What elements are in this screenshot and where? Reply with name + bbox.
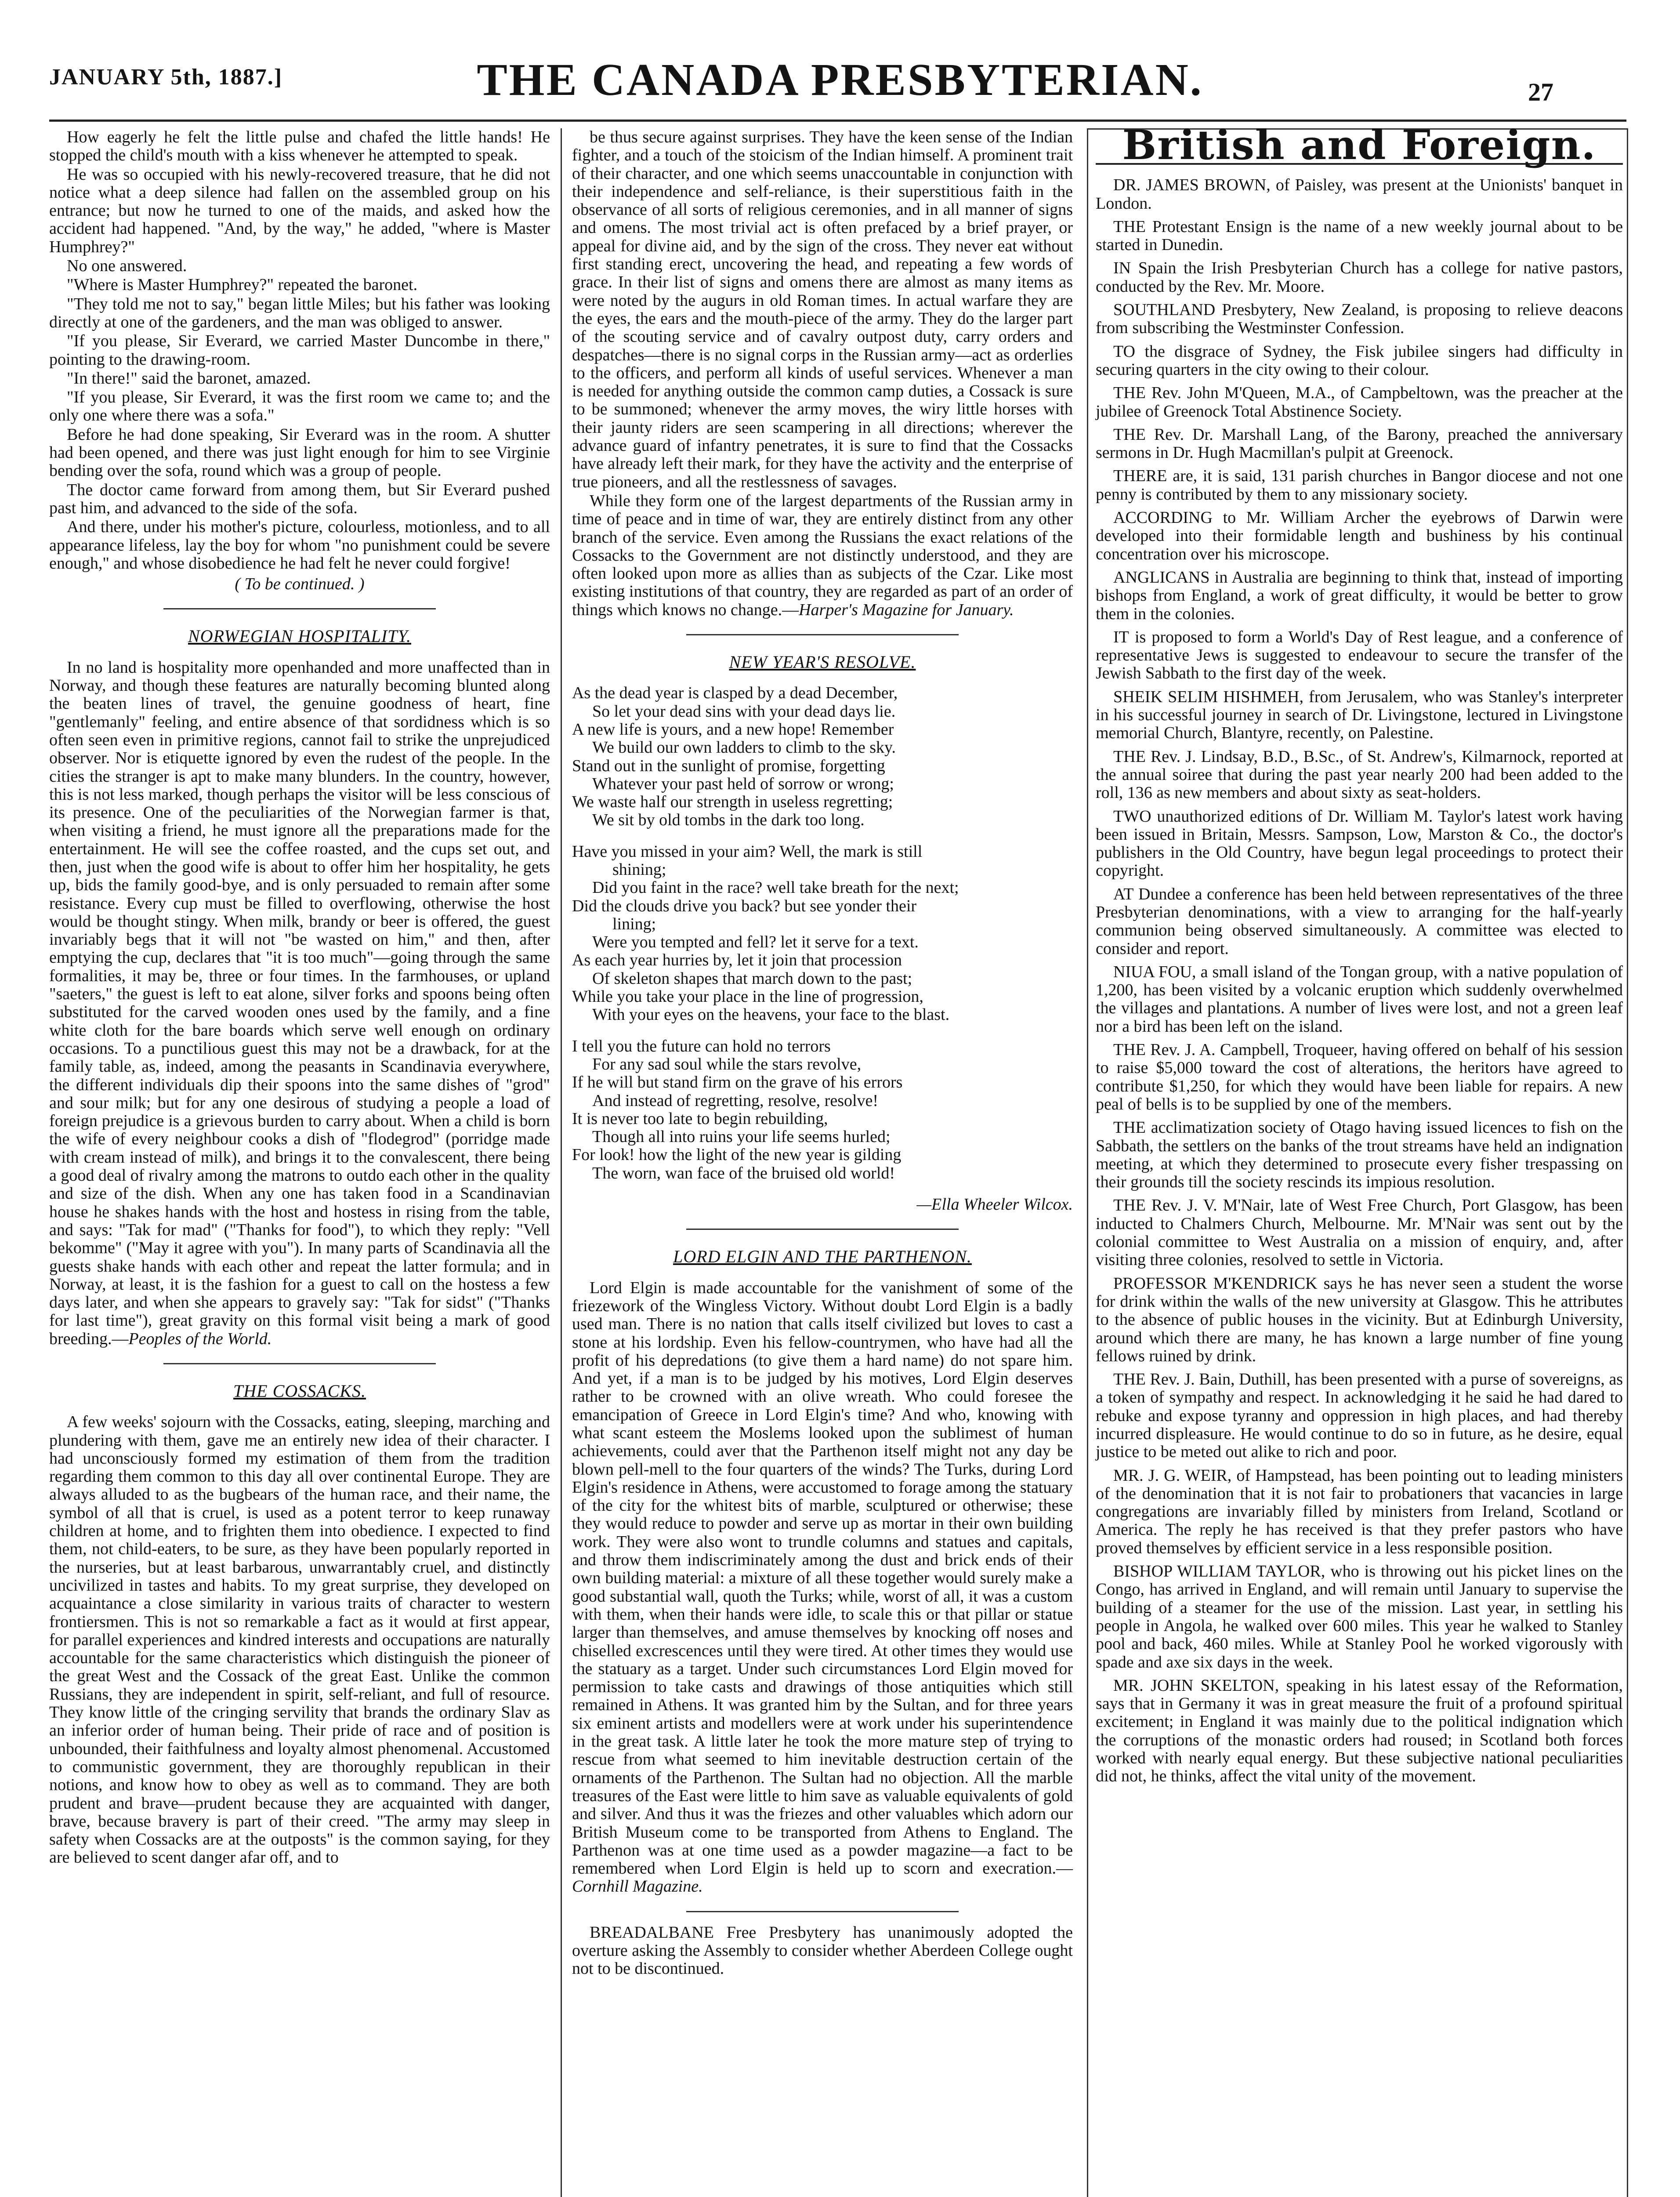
story-paragraph: "Where is Master Humphrey?" repeated the baronet.	[67, 276, 418, 294]
news-item	[1096, 1119, 1623, 1191]
poem-line: We build our own ladders to climb to the sky.	[592, 738, 896, 757]
news-item-lead: ACCORDING	[1113, 508, 1213, 527]
news-item-lead: PROFESSOR M'KENDRICK	[1113, 1274, 1318, 1293]
poem-line: If he will but stand firm on the grave of his errors	[572, 1073, 903, 1092]
news-item	[1096, 963, 1623, 1036]
news-item-lead: THE	[1113, 1118, 1146, 1137]
news-item	[1096, 1370, 1623, 1461]
poem-line: Were you tempted and fell? let it serve for a text.	[592, 933, 919, 952]
elgin-heading: LORD ELGIN AND THE PARTHENON.	[673, 1247, 972, 1267]
news-item-text: Rev. J. Bain, Duthill, has been presented with a purse of sovereigns, as a token of sympathy and respect. In acknowledging it he said he had dared to rebuke and expose tyranny and oppression in high places, and had thereby incurred displeasure. He would continue to do so in future, as he desire, equal justice to be meted out alike to rich and poor.	[1096, 1370, 1623, 1461]
story-paragraph: And there, under his mother's picture, colourless, motionless, and to all appearance lifeless, lay the boy for whom "no punishment could be severe enough," and whose disobedience he had felt he never could forgive!	[49, 518, 550, 573]
news-item	[1096, 628, 1623, 683]
section-rule	[686, 634, 959, 635]
news-item	[1096, 259, 1623, 296]
article-paragraph: While they form one of the largest departments of the Russian army in time of peace and in time of war, they are entirely distinct from any other branch of the service. Even among the Russians the exact relations of the Cossacks to the Government are not distinctly understood, and they are often looked upon more as allies than as subjects of the Czar. Like most existing institutions of that country, they are regarded as part of an order of things which knows no change.—Harper's Magazine for January.	[572, 491, 1073, 619]
resolve-heading: NEW YEAR'S RESOLVE.	[729, 652, 916, 672]
article-paragraph: A few weeks' sojourn with the Cossacks, eating, sleeping, marching and plundering with them, gave me an entirely new idea of their character. I had unconsciously formed my estimation of them from the tradition regarding them common to this day all over continental Europe. They are always alluded to as the bugbears of the human race, and their name, the symbol of all that is cruel, is used as a potent terror to keep runaway children at home, and to frighten them into obedience. I expected to find them, not child-eaters, to be sure, as they have been popularly reported in the nurseries, but at least barbarous, unwarrantably cruel, and distinctly uncivilized in tastes and habits. To my great surprise, they developed on acquaintance a close similarity in various traits of character to western frontiersmen. This is not so remarkable a fact as it would at first appear, for parallel experiences and kindred interests and occupations are naturally accountable for the same characteristics which distinguish the pioneer of the great West and the Cossack of the great East. Unlike the common Russians, they are independent in spirit, self-reliant, and full of resource. They know little of the cringing servility that brands the ordinary Slav as an inferior order of human being. Their pride of race and of position is unbounded, their faithfulness and loyalty almost phenomenal. Accustomed to communistic government, they are thoroughly republican in their notions, and know how to obey as well as to command. They are both prudent and brave—prudent because they are acquainted with danger, brave, because bravery is part of their creed. "The army may sleep in safety when Cossacks are at the outposts" is the common saying, for they are believed to scent danger afar off, and to	[49, 1413, 550, 1867]
news-item-lead: TWO	[1113, 807, 1151, 826]
news-item	[1096, 343, 1623, 379]
section-rule	[163, 1363, 436, 1364]
news-item-lead: THE	[1113, 217, 1146, 236]
news-item-text: of Hampstead, has been pointing out to leading ministers of the denomination that it is not fair to probationers that vacancies in large congregations are invariably filled by ministers from Ireland, Scotland or America. The reply he has received is that they prefer pastors who have proved themselves by efficient service in a less responsible position.	[1096, 1466, 1623, 1557]
page-number: 27	[1528, 78, 1553, 106]
poem-line: Stand out in the sunlight of promise, forgetting	[572, 756, 885, 775]
news-item-text: who is throwing out his picket lines on the Congo, has arrived in England, and will remain until January to supervise the building of a steamer for the use of the mission. Last year, in settling his people in Angola, he walked over 600 miles. This year he walked to Stanley pool and back, 460 miles. While at Stanley Pool he worked vigorously with spade and axe six days in the week.	[1096, 1562, 1623, 1671]
cossacks-article-continued	[572, 128, 1073, 619]
news-item-lead: MR. J. G. WEIR,	[1113, 1466, 1232, 1485]
poem-line: And instead of regretting, resolve, resolve!	[592, 1091, 879, 1110]
page-header	[0, 0, 1680, 119]
column-2	[572, 128, 1073, 2197]
story-paragraph: "They told me not to say," began little Miles; but his father was looking directly at one of the gardeners, and the man was obliged to answer.	[49, 294, 550, 331]
news-item-text: Rev. Dr. Marshall Lang, of the Barony, preached the anniversary sermons in Dr. Hugh Macmillan's pulpit at Greenock.	[1096, 425, 1623, 462]
news-item	[1096, 808, 1623, 880]
poem-line: As each year hurries by, let it join that procession	[572, 951, 902, 970]
poem-line: Though all into ruins your life seems hurled;	[592, 1128, 891, 1146]
poem-line: I tell you the future can hold no terrors	[572, 1037, 831, 1055]
news-item-lead: IN	[1113, 259, 1131, 278]
news-item-text: the disgrace of Sydney, the Fisk jubilee singers had difficulty in securing quarters in the city owing to their colour.	[1096, 342, 1623, 379]
breadalbane-note: BREADALBANE Free Presbytery has unanimously adopted the overture asking the Assembly to consider whether Aberdeen College ought not to be discontinued.	[572, 1923, 1073, 1978]
story-paragraph: "If you please, Sir Everard, it was the first room we came to; and the only one where there was a sofa."	[49, 388, 550, 425]
news-item-text: to Mr. William Archer the eyebrows of Darwin were developed into their formidable length and bushiness by his continual concentration over his microscope.	[1096, 508, 1623, 563]
poem-line: Have you missed in your aim? Well, the mark is still	[572, 842, 923, 861]
news-item	[1096, 467, 1623, 504]
poem-line: lining;	[612, 914, 656, 933]
article-paragraph: be thus secure against surprises. They have the keen sense of the Indian fighter, and a touch of the stoicism of the Indian himself. A prominent trait of their character, and one which seems unaccountable in conjunction with their independence and self-reliance, is their superstitious faith in the observance of all sorts of religious ceremonies, and in all manner of signs and omens. The most trivial act is often prefaced by a brief prayer, or appeal for divine aid, and by the sign of the cross. They never eat without first standing erect, uncovering the head, and repeating a few words of grace. In their list of signs and omens there are almost as many items as were noted by the augurs in old Roman times. In actual warfare they are the eyes, the ears and the mouth-piece of the army. They do the larger part of the scouting service and of cavalry outpost duty, carry orders and despatches—there is no signal corps in the Russian army—act as orderlies to the officers, and perform all kinds of useful services. Whenever a man is needed for anything outside the common camp duties, a Cossack is sure to be summoned; whenever the army moves, the wiry little horses with their jaunty riders are seen scampering in all directions; wherever the advance guard of infantry penetrates, it is sure to find that the Cossacks have already left their mark, for they have the activity and the enterprise of true pioneers, and all the restlessness of savages.	[572, 128, 1073, 491]
news-item-text: a small island of the Tongan group, with a native population of 1,200, has been visited by a volcanic eruption which suddenly overwhelmed the villages and plantations. A number of lives were lost, and not a green leaf nor a bird has been left on the island.	[1096, 962, 1623, 1036]
to-be-continued: ( To be continued. )	[235, 575, 365, 594]
british-foreign-heading: British and Foreign.	[1122, 121, 1597, 169]
cossacks-heading: THE COSSACKS.	[233, 1381, 366, 1401]
article-paragraph: Lord Elgin is made accountable for the vanishment of some of the friezework of the Wingless Victory. Without doubt Lord Elgin is a badly used man. There is no nation that calls itself civilized but loves to cast a stone at his lordship. Even his fellow-countrymen, who have had all the profit of his depredations (to give them a hard name) do not spare him. And yet, if a man is to be judged by his motives, Lord Elgin deserves rather to be crowned with an olive wreath. Who could foresee the emancipation of Greece in Lord Elgin's time? And who, knowing with what scant esteem the Moslems looked upon the sublimest of human achievements, could aver that the Parthenon itself might not any day be blown pell-mell to the four quarters of the winds? The Turks, during Lord Elgin's residence in Athens, were accustomed to forage among the statuary of the city for the whitest bits of marble, sculptured or otherwise; these they would reduce to powder and serve up as mortar in their own building work. They were also wont to trundle columns and statues and capitals, and throw them indiscriminately among the dust and brick ends of their own building material: a mixture of all these together would surely make a good substantial wall, quoth the Turks; while, worst of all, it was a custom with them, when their hands were idle, to scale this or that pillar or statue larger than themselves, and amuse themselves by knocking off noses and chiselled excrescences until they were tired. At other times they would use the statuary as a target. Under such circumstances Lord Elgin moved for permission to take casts and drawings of those antiquities which still remained in Athens. It was granted him by the Sultan, and for three years six eminent artists and modellers were at work under his superintendence in the great task. A little later he took the more mature step of trying to rescue from what seemed to him inevitable destruction certain of the ornaments of the Parthenon. The Sultan had no objection. All the marble treasures of the East were little to him save as valuable equivalents of gold and silver. And thus it was the friezes and other valuables which adorn our British Museum come to be transported from Athens to England. The Parthenon was at one time used as a powder magazine—a fact to be remembered when Lord Elgin is held up to scorn and execration.—Cornhill Magazine.	[572, 1278, 1073, 1896]
poem-line: A new life is yours, and a new hope! Remember	[572, 720, 894, 739]
column-1	[49, 128, 550, 2197]
news-item-text: are, it is said, 131 parish churches in Bangor diocese and not one penny is contributed by them to any missionary society.	[1096, 467, 1623, 504]
news-item	[1096, 1677, 1623, 1786]
poem-line: For any sad soul while the stars revolve,	[592, 1055, 862, 1073]
poem-line: Whatever your past held of sorrow or wrong;	[592, 774, 894, 793]
poem-line: We waste half our strength in useless regretting;	[572, 793, 893, 812]
source-credit: Peoples of the World.	[128, 1329, 272, 1348]
issue-date: JANUARY 5th, 1887.]	[49, 65, 283, 90]
section-rule	[163, 608, 436, 609]
poem-line: Of skeleton shapes that march down to the past;	[592, 969, 912, 988]
news-item-text: is proposed to form a World's Day of Rest league, and a conference of representative Jews is suggested to endeavour to secure the transfer of the Jewish Sabbath to the first day of the week.	[1096, 627, 1623, 683]
news-item	[1096, 176, 1623, 213]
news-item-lead: SHEIK SELIM HISHMEH,	[1113, 687, 1303, 706]
news-item-lead: THE	[1113, 1040, 1146, 1059]
story-paragraph: The doctor came forward from among them, but Sir Everard pushed past him, and advanced to the side of the sofa.	[49, 480, 550, 517]
news-item	[1096, 748, 1623, 802]
norway-article	[49, 659, 550, 1348]
news-item-text: Rev. J. Lindsay, B.D., B.Sc., of St. Andrew's, Kilmarnock, reported at the annual soiree that during the past year nearly 200 had been added to the roll, 136 as new members and about sixty as seat-holders.	[1096, 747, 1623, 802]
news-item-text: from Jerusalem, who was Stanley's interpreter in his successful journey in search of Dr. Livingstone, lectured in Livingstone memorial Church, Blantyre, recently, on Palestine.	[1096, 687, 1623, 743]
article-paragraph: In no land is hospitality more openhanded and more unaffected than in Norway, and though these features are naturally becoming blunted along the beaten lines of travel, the genuine goodness of heart, fine "gentlemanly" feeling, and entire absence of that sordidness which is so often seen even in primitive regions, cannot fail to strike the unprejudiced observer. Nor is etiquette ignored by even the rudest of the people. In the cities the stranger is apt to make many blunders. In the country, however, this is not less marked, though perhaps the visitor will be less conscious of its presence. One of the peculiarities of the Norwegian farmer is that, when visiting a friend, he must ignore all the preparations made for the entertainment. He will see the coffee roasted, and the cups set out, and then, just when the good wife is about to offer him her hospitality, he gets up, bids the family good-bye, and is only persuaded to remain after some resistance. Every cup must be filled to overflowing, otherwise the host would be thought stingy. When milk, brandy or beer is offered, the guest invariably begs that it will not "be wasted on him," and then, after emptying the cup, declares that "it is too much"—going through the same formalities, it may be, three or four times. In the farmhouses, or upland "saeters," the guest is left to eat alone, silver forks and spoons being often substituted for the carved wooden ones used by the family, and a fine white cloth for the bare boards which serve well enough on ordinary occasions. To a punctilious guest this may not be a drawback, for at the family table, as, indeed, among the peasants in Scandinavia everywhere, the different individuals dip their spoons into the same dishes of "grod" and sour milk; but for any one desirous of studying a people a load of foreign prejudice is a grievous burden to carry about. When a child is born the wife of every neighbour cooks a dish of "flodegrod" (porridge made with cream instead of milk), and brings it to the convalescent, there being a good deal of rivalry among the matrons to outdo each other in the quality and size of the dish. When any one has taken food in a Scandinavian house he shakes hands with the host and hostess in rising from the table, and says: "Tak for mad" ("Thanks for food"), to which they reply: "Vell bekomme" ("May it agree with you"). In many parts of Scandinavia all the guests shake hands with each other and repeat the latter formula; and in Norway, at least, it is the fashion for a guest to call on the hostess a few days later, and when she appears to gravely say: "Tak for sidst" ("Thanks for last time"), great gravity on this formal visit being a mark of good breeding.—Peoples of the World.	[49, 658, 550, 1348]
column-3	[1096, 121, 1623, 2197]
cossacks-article	[49, 1413, 550, 1867]
news-item-lead: THE	[1113, 1196, 1146, 1215]
poem-line: For look! how the light of the new year is gilding	[572, 1146, 902, 1164]
news-item-lead: BISHOP WILLIAM TAYLOR,	[1113, 1562, 1325, 1581]
news-item	[1096, 426, 1623, 462]
section-rule	[686, 1911, 959, 1912]
poem-line: We sit by old tombs in the dark too long.	[592, 811, 865, 830]
elgin-article	[572, 1279, 1073, 1896]
news-items	[1096, 176, 1623, 1785]
news-item-text: Rev. J. V. M'Nair, late of West Free Church, Port Glasgow, has been inducted to Chalmers Church, Melbourne. Mr. M'Nair was sent out by the colonial committee to West Australia on a mission of enquiry, and, after visiting three colonies, resolved to settle in Victoria.	[1096, 1196, 1623, 1269]
news-item-text: Rev. J. A. Campbell, Troqueer, having offered on behalf of his session to raise $5,000 toward the cost of alterations, the heritors have agreed to contribute $1,250, for which they would have been liable for repairs. A new peal of bells is to be supplied by one of the members.	[1096, 1040, 1623, 1113]
news-item-text: Dundee a conference has been held between representatives of the three Presbyterian denominations, with a view to arranging for the half-yearly communion being observed simultaneously. A committee was elected to consider and report.	[1096, 885, 1623, 958]
news-item-text: in Australia are beginning to think that, instead of importing bishops from England, a work of great difficulty, it would be better to grow them in the colonies.	[1096, 568, 1623, 623]
news-item	[1096, 509, 1623, 563]
poem-line: Did you faint in the race? well take breath for the next;	[592, 878, 959, 897]
poem-stanza	[572, 684, 1073, 829]
news-item	[1096, 1563, 1623, 1671]
news-item-lead: NIUA FOU,	[1113, 962, 1196, 981]
poem-line: Did the clouds drive you back? but see yonder their	[572, 896, 917, 915]
news-item-text: Presbytery, New Zealand, is proposing to relieve deacons from subscribing the Westminster Confession.	[1096, 301, 1623, 337]
poem-line: shining;	[612, 860, 666, 879]
source-credit: Harper's Magazine for January.	[799, 600, 1014, 619]
news-item-text: unauthorized editions of Dr. William M. Taylor's latest work having been issued in Britain, Messrs. Sampson, Low, Marston & Co., the doctor's publishers in the Old Country, have begun legal proceedings to protect their copyright.	[1096, 807, 1623, 880]
poem-stanza	[572, 843, 1073, 1024]
news-item	[1096, 1041, 1623, 1113]
news-item-text: Protestant Ensign is the name of a new weekly journal about to be started in Dunedin.	[1096, 217, 1623, 254]
publication-title: THE CANADA PRESBYTERIAN.	[477, 54, 1203, 105]
news-item-lead: MR. JOHN SKELTON,	[1113, 1676, 1279, 1695]
news-item-lead: THERE	[1113, 467, 1167, 486]
news-item-lead: THE	[1113, 1370, 1146, 1389]
news-item-lead: THE	[1113, 384, 1146, 402]
section-rule	[686, 1229, 959, 1230]
news-item-lead: THE	[1113, 425, 1146, 444]
news-item	[1096, 688, 1623, 743]
news-item-lead: SOUTHLAND	[1113, 301, 1216, 319]
news-item-text: Spain the Irish Presbyterian Church has a college for native pastors, conducted by the Rev. Mr. Moore.	[1096, 259, 1623, 296]
story-paragraph: No one answered.	[67, 257, 187, 276]
news-item-lead: DR. JAMES BROWN,	[1113, 176, 1271, 195]
news-item-lead: THE	[1113, 747, 1146, 766]
story-paragraph: "If you please, Sir Everard, we carried Master Duncombe in there," pointing to the drawing-room.	[49, 332, 550, 369]
news-item-lead: TO	[1113, 342, 1135, 361]
news-item-text: speaking in his latest essay of the Reformation, says that in Germany it was in great measure the fruit of a profound spiritual excitement; in England it was mainly due to the political indignation which the corruptions of the monastic orders had roused; in Scotland both forces worked with nearly equal energy. But these subjective national peculiarities did not, he thinks, affect the vital unity of the movement.	[1096, 1676, 1623, 1786]
norway-heading: NORWEGIAN HOSPITALITY.	[188, 626, 411, 646]
column-divider	[561, 128, 562, 2197]
poem-line: While you take your place in the line of progression,	[572, 987, 923, 1006]
news-item	[1096, 1196, 1623, 1269]
story-paragraph: Before he had done speaking, Sir Everard was in the room. A shutter had been opened, and there was just light enough for him to see Virginie bending over the sofa, round which was a group of people.	[49, 425, 550, 480]
poem-line: With your eyes on the heavens, your face to the blast.	[592, 1005, 950, 1024]
news-item-lead: IT	[1113, 627, 1129, 646]
news-item	[1096, 218, 1623, 254]
story-paragraph: How eagerly he felt the little pulse and chafed the little hands! He stopped the child's mouth with a kiss whenever he attempted to speak.	[49, 128, 550, 165]
news-item	[1096, 301, 1623, 337]
poem-stanza	[572, 1037, 1073, 1182]
poem-line: The worn, wan face of the bruised old world!	[592, 1164, 895, 1182]
news-item-lead: ANGLICANS	[1113, 568, 1210, 587]
story-paragraph: He was so occupied with his newly-recovered treasure, that he did not notice what a deep silence had fallen on the assembled group on his entrance; but now he turned to one of the maids, and asked how the accident had happened. "And, by the way," he added, "where is Master Humphrey?"	[49, 165, 550, 256]
news-item-text: Rev. John M'Queen, M.A., of Campbeltown, was the preacher at the jubilee of Greenock Total Abstinence Society.	[1096, 384, 1623, 421]
serial-story	[49, 128, 550, 573]
news-item	[1096, 885, 1623, 958]
news-item	[1096, 384, 1623, 421]
news-item-text: of Paisley, was present at the Unionists' banquet in London.	[1096, 176, 1623, 213]
news-item-lead: AT	[1113, 885, 1134, 903]
story-paragraph: "In there!" said the baronet, amazed.	[67, 369, 311, 388]
poem-line: As the dead year is clasped by a dead December,	[572, 684, 898, 703]
news-item	[1096, 1467, 1623, 1557]
news-item	[1096, 1275, 1623, 1365]
source-credit: Cornhill Magazine.	[572, 1877, 703, 1896]
poem-credit: —Ella Wheeler Wilcox.	[916, 1195, 1073, 1214]
news-item-text: acclimatization society of Otago having issued licences to fish on the Sabbath, the settlers on the banks of the trout streams have held an indignation meeting, at which they determined to prosecute every fisher trespassing on their grounds till the society rescinds its impious resolution.	[1096, 1118, 1623, 1192]
new-years-poem	[572, 684, 1073, 1182]
poem-line: It is never too late to begin rebuilding,	[572, 1109, 828, 1128]
poem-line: So let your dead sins with your dead days lie.	[592, 702, 896, 721]
news-item	[1096, 569, 1623, 623]
news-item-text: says he has never seen a student the worse for drink within the walls of the new university at Glasgow. This he attributes to the absence of public houses in the vicinity. But at Edinburgh University, around which there are many, he has known a large number of fine young fellows ruined by drink.	[1096, 1274, 1623, 1365]
